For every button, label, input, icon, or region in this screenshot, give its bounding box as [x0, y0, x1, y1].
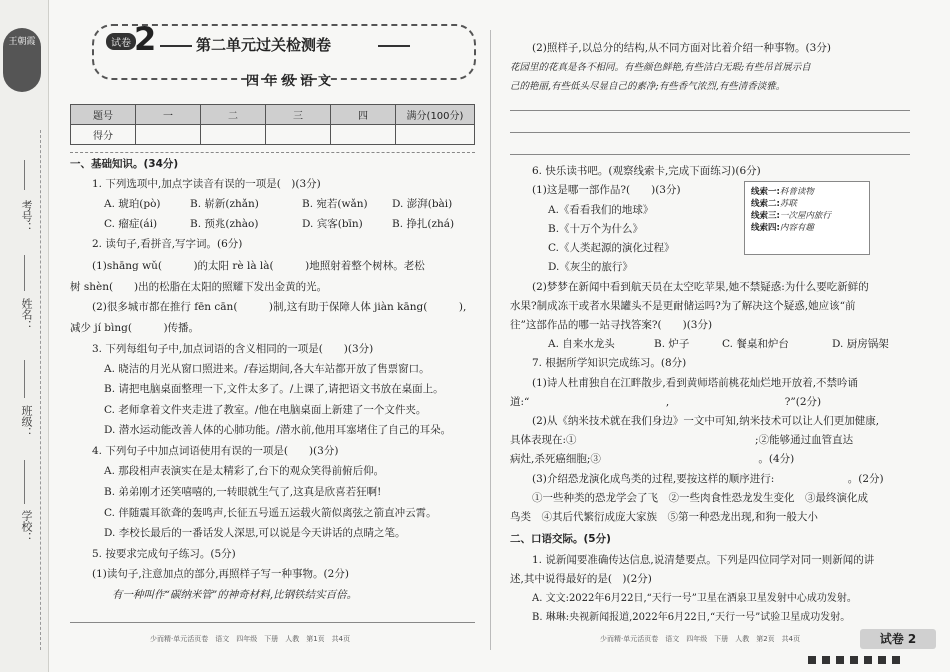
question-text: 1. 下列选项中,加点字读音有误的一项是( )(3分) [92, 178, 321, 190]
question-text: 具体表现在:① ;②能够通过血管直达 [510, 434, 854, 446]
question-text: 7. 根据所学知识完成练习。(8分) [532, 357, 687, 369]
brand-logo [3, 28, 41, 92]
score-header-cell: 题号 [71, 105, 136, 125]
exam-number-label: 考号： [20, 200, 33, 233]
option-text: A. 晓洁的月光从窗口照进来。/春运期间,各大车站都开放了售票窗口。 [104, 363, 430, 375]
question-text: (2)从《纳米技术就在我们身边》一文中可知,纳米技术可以让人们更加健康, [532, 415, 880, 427]
score-cell[interactable] [331, 125, 396, 145]
answer-line[interactable] [510, 154, 910, 155]
page-title: 第二单元过关检测卷 [196, 36, 332, 54]
question-text: 4. 下列句子中加点词语使用有误的一项是( )(3分) [92, 445, 339, 457]
score-header-cell: 一 [136, 105, 201, 125]
clue-item: 线索三:一次屋内旅行 [751, 211, 831, 221]
option-text: A.《看看我们的地球》 [548, 204, 654, 216]
option-text: B. 琳琳:央视新闻报道,2022年6月22日,“天行一号”试验卫星成功发射。 [532, 612, 851, 623]
option-text: B. 宛若(wǎn) [302, 198, 368, 210]
option-text: A. 自来水龙头 [548, 338, 615, 350]
question-text: 树 shèn( )出的松脂在太阳的照耀下发出金黄的光。 [70, 281, 328, 293]
print-mark [864, 656, 872, 664]
question-text: 减少 jí bìng( )传播。 [70, 322, 200, 334]
option-text: C.《人类起源的演化过程》 [548, 242, 675, 254]
question-text: (1)读句子,注意加点的部分,再照样子写一种事物。(2分) [92, 568, 349, 580]
question-text: 3. 下列每组句子中,加点词语的含义相同的一项是( )(3分) [92, 343, 374, 355]
binding-strip [0, 0, 49, 672]
score-cell[interactable] [136, 125, 201, 145]
question-text: 1. 说新闻要准确传达信息,说清楚要点。下列是四位同学对同一则新闻的讲 [532, 554, 875, 566]
exam-badge: 试卷 2 [860, 629, 936, 649]
answer-line[interactable] [510, 110, 910, 111]
title-dash-left [160, 45, 192, 47]
option-text: D.《灰尘的旅行》 [548, 261, 633, 273]
option-text: B. 炉子 [654, 338, 690, 350]
print-mark [892, 656, 900, 664]
class-label: 班级： [20, 405, 33, 438]
option-text: C. 老师拿着文件夹走进了教室。/他在电脑桌面上新建了一个文件夹。 [104, 404, 427, 416]
score-cell[interactable] [396, 125, 475, 145]
score-header-cell: 二 [201, 105, 266, 125]
clue-item: 线索四:内容有趣 [751, 223, 814, 233]
score-cell[interactable] [266, 125, 331, 145]
answer-line[interactable] [510, 132, 910, 133]
exam-number: 2 [134, 20, 157, 58]
page-footer: 少而精·单元活页卷 语文 四年级 下册 人教 第2页 共4页 [600, 635, 801, 643]
score-header-cell: 满分(100分) [396, 105, 475, 125]
question-text: (1)这是哪一部作品?( )(3分) [532, 184, 681, 196]
clue-card [744, 181, 870, 255]
section-heading: 二、口语交际。(5分) [510, 533, 611, 545]
section-divider [70, 152, 475, 153]
question-text: (2)很多城市都在推行 fēn cān( )制,这有助于保障人体 jiàn kāng( ), [92, 301, 467, 313]
question-text: (2)梦梦在新闻中看到航天员在太空吃苹果,她不禁疑惑:为什么要吃新鲜的 [532, 281, 869, 293]
option-text: B. 预兆(zhào) [190, 218, 259, 230]
score-cell[interactable] [201, 125, 266, 145]
option-text: B. 挣扎(zhá) [392, 218, 455, 230]
option-text: A. 琥珀(pò) [104, 198, 161, 210]
option-text: D. 潜水运动能改善人体的心肺功能。/潜水前,他用耳塞堵住了自己的耳朵。 [104, 424, 452, 436]
name-line [24, 255, 25, 291]
print-mark [822, 656, 830, 664]
question-text: 述,其中说得最好的是( )(2分) [510, 573, 652, 585]
question-text: 6. 快乐读书吧。(观察线索卡,完成下面练习)(6分) [532, 165, 761, 177]
answer-line[interactable] [70, 622, 475, 623]
score-row-label: 得分 [71, 125, 136, 145]
question-text: (3)介绍恐龙演化成鸟类的过程,要按这样的顺序进行: 。(2分) [532, 473, 884, 485]
class-line [24, 360, 25, 398]
option-text: B. 弟弟刚才还笑嘻嘻的,一转眼就生气了,这真是欣喜若狂啊! [104, 486, 382, 498]
exam-pill: 试卷 [106, 33, 136, 50]
school-line [24, 460, 25, 504]
score-header-cell: 三 [266, 105, 331, 125]
name-label: 姓名： [20, 298, 33, 331]
binding-line [40, 130, 43, 650]
option-text: D. 厨房锅架 [832, 338, 889, 350]
section-heading: 一、基础知识。(34分) [70, 158, 179, 170]
question-text: (1)诗人杜甫独自在江畔散步,看到黄师塔前桃花灿烂地开放着,不禁吟诵 [532, 377, 859, 389]
question-text: 5. 按要求完成句子练习。(5分) [92, 548, 236, 560]
example-text: 己的艳丽,有些低头尽显自己的素净;有些香气浓烈,有些清香淡雅。 [510, 81, 786, 92]
question-text: 道:“ , ?”(2分) [510, 396, 822, 408]
example-text: 花园里的花真是各不相同。有些颜色鲜艳,有些洁白无瑕;有些吊首展示自 [510, 62, 811, 73]
print-mark [808, 656, 816, 664]
option-text: B.《十万个为什么》 [548, 223, 644, 235]
page-footer: 少而精·单元活页卷 语文 四年级 下册 人教 第1页 共4页 [150, 635, 351, 643]
option-text: C. 伴随震耳欲聋的轰鸣声,长征五号遥五运载火箭似离弦之箭直冲云霄。 [104, 507, 437, 519]
title-dash-right [378, 45, 410, 47]
brand-logo-text: 王朝霞 [8, 37, 36, 47]
option-text: C. 餐桌和炉台 [722, 338, 789, 350]
score-header-cell: 四 [331, 105, 396, 125]
question-text: (1)shāng wǔ( )的太阳 rè là là( )地照射着整个树林。老松 [92, 260, 425, 272]
option-text: D. 李校长最后的一番话发人深思,可以说是今天讲话的点睛之笔。 [104, 527, 406, 539]
example-text: 有一种叫作“碳纳米管”的神奇材料,比钢铁结实百倍。 [112, 589, 358, 601]
question-text: (2)照样子,以总分的结构,从不同方面对比着介绍一种事物。(3分) [532, 42, 831, 54]
option-text: A. 文文:2022年6月22日,“天行一号”卫星在酒泉卫星发射中心成功发射。 [532, 593, 857, 604]
question-text: 鸟类 ④其后代繁衍成庞大家族 ⑤第一种恐龙出现,和狗一般大小 [510, 511, 818, 523]
option-text: B. 崭新(zhǎn) [190, 198, 259, 210]
question-text: 病灶,杀死癌细胞;③ 。(4分) [510, 453, 795, 465]
question-text: ①一些种类的恐龙学会了飞 ②一些肉食性恐龙发生变化 ③最终演化成 [532, 492, 868, 504]
school-label: 学校： [20, 510, 33, 543]
option-text: D. 宾客(bīn) [302, 218, 363, 230]
score-table [70, 104, 475, 145]
print-mark [850, 656, 858, 664]
question-text: 往”这部作品的哪一站寻找答案?( )(3分) [510, 319, 713, 331]
print-mark [836, 656, 844, 664]
clue-item: 线索二:苏联 [751, 199, 797, 209]
print-mark [878, 656, 886, 664]
question-text: 水果?制成冻干或者水果罐头不是更耐储运吗?为了解决这个疑惑,她应该“前 [510, 300, 856, 312]
option-text: A. 那段相声表演实在是太精彩了,台下的观众笑得前俯后仰。 [104, 465, 385, 477]
column-divider [490, 30, 491, 650]
clue-item: 线索一:科普读物 [751, 187, 814, 197]
option-text: B. 请把电脑桌面整理一下,文件太多了。/上课了,请把语文书放在桌面上。 [104, 383, 444, 395]
page-subtitle: 四年级语文 [246, 74, 337, 89]
option-text: D. 澎湃(bài) [392, 198, 453, 210]
question-text: 2. 读句子,看拼音,写字词。(6分) [92, 238, 243, 250]
option-text: C. 瘤症(ái) [104, 218, 158, 230]
exam-number-line [24, 160, 25, 190]
